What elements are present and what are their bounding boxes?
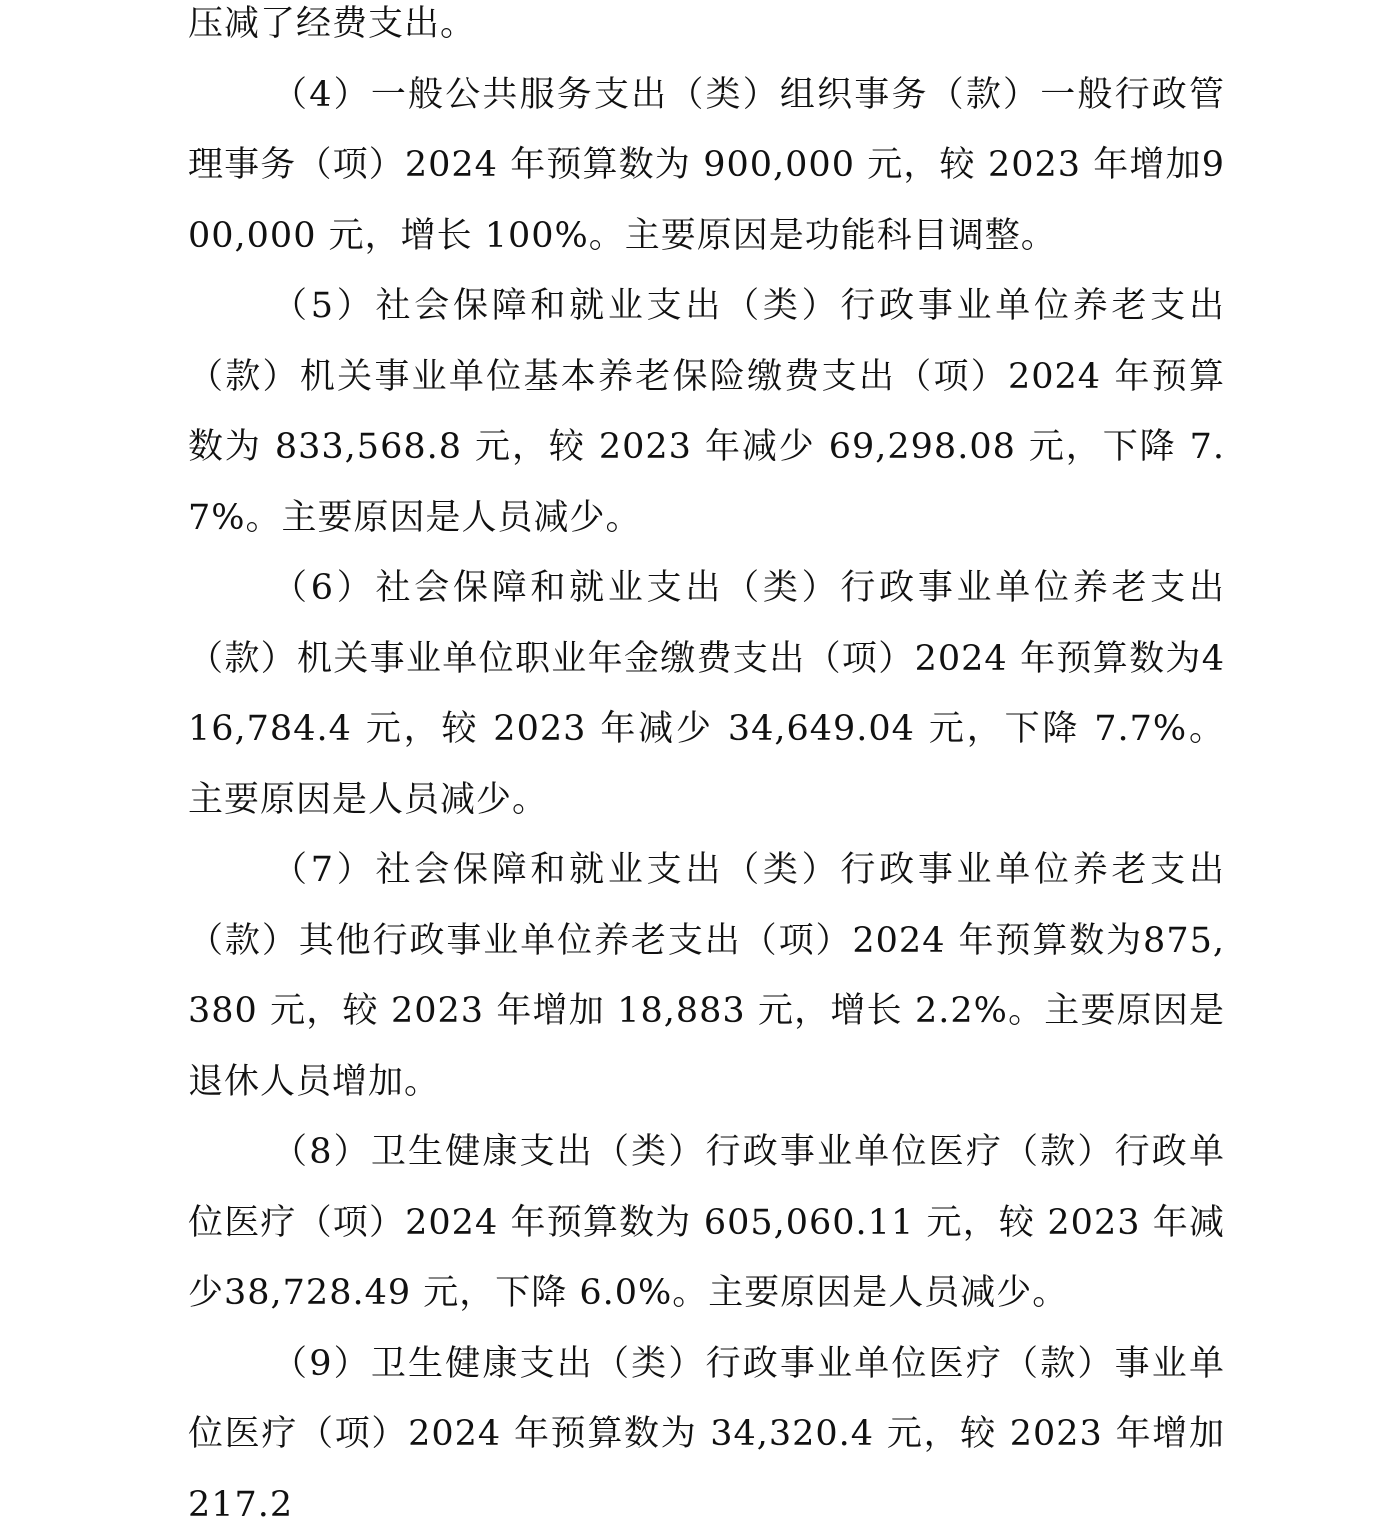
paragraph-continuation: 压减了经费支出。 — [188, 0, 1225, 60]
paragraph-item-6: （6）社会保障和就业支出（类）行政事业单位养老支出（款）机关事业单位职业年金缴费支出（项）2024 年预算数为416,784.4 元，较 2023 年减少 34,649.04 元，下降 7.7%。主要原因是人员减少。 — [188, 553, 1225, 835]
document-page — [188, 0, 1225, 1540]
paragraph-item-8: （8）卫生健康支出（类）行政事业单位医疗（款）行政单位医疗（项）2024 年预算数为 605,060.11 元，较 2023 年减少38,728.49 元，下降 6.0%。主要原因是人员减少。 — [188, 1117, 1225, 1329]
paragraph-item-5: （5）社会保障和就业支出（类）行政事业单位养老支出（款）机关事业单位基本养老保险缴费支出（项）2024 年预算数为 833,568.8 元，较 2023 年减少 69,298.08 元，下降 7.7%。主要原因是人员减少。 — [188, 271, 1225, 553]
paragraph-item-9: （9）卫生健康支出（类）行政事业单位医疗（款）事业单位医疗（项）2024 年预算数为 34,320.4 元，较 2023 年增加 217.2 — [188, 1329, 1225, 1540]
paragraph-item-7: （7）社会保障和就业支出（类）行政事业单位养老支出（款）其他行政事业单位养老支出（项）2024 年预算数为875,380 元，较 2023 年增加 18,883 元，增长 2.2%。主要原因是退休人员增加。 — [188, 835, 1225, 1117]
paragraph-item-4: （4）一般公共服务支出（类）组织事务（款）一般行政管理事务（项）2024 年预算数为 900,000 元，较 2023 年增加900,000 元，增长 100%。主要原因是功能科目调整。 — [188, 60, 1225, 272]
